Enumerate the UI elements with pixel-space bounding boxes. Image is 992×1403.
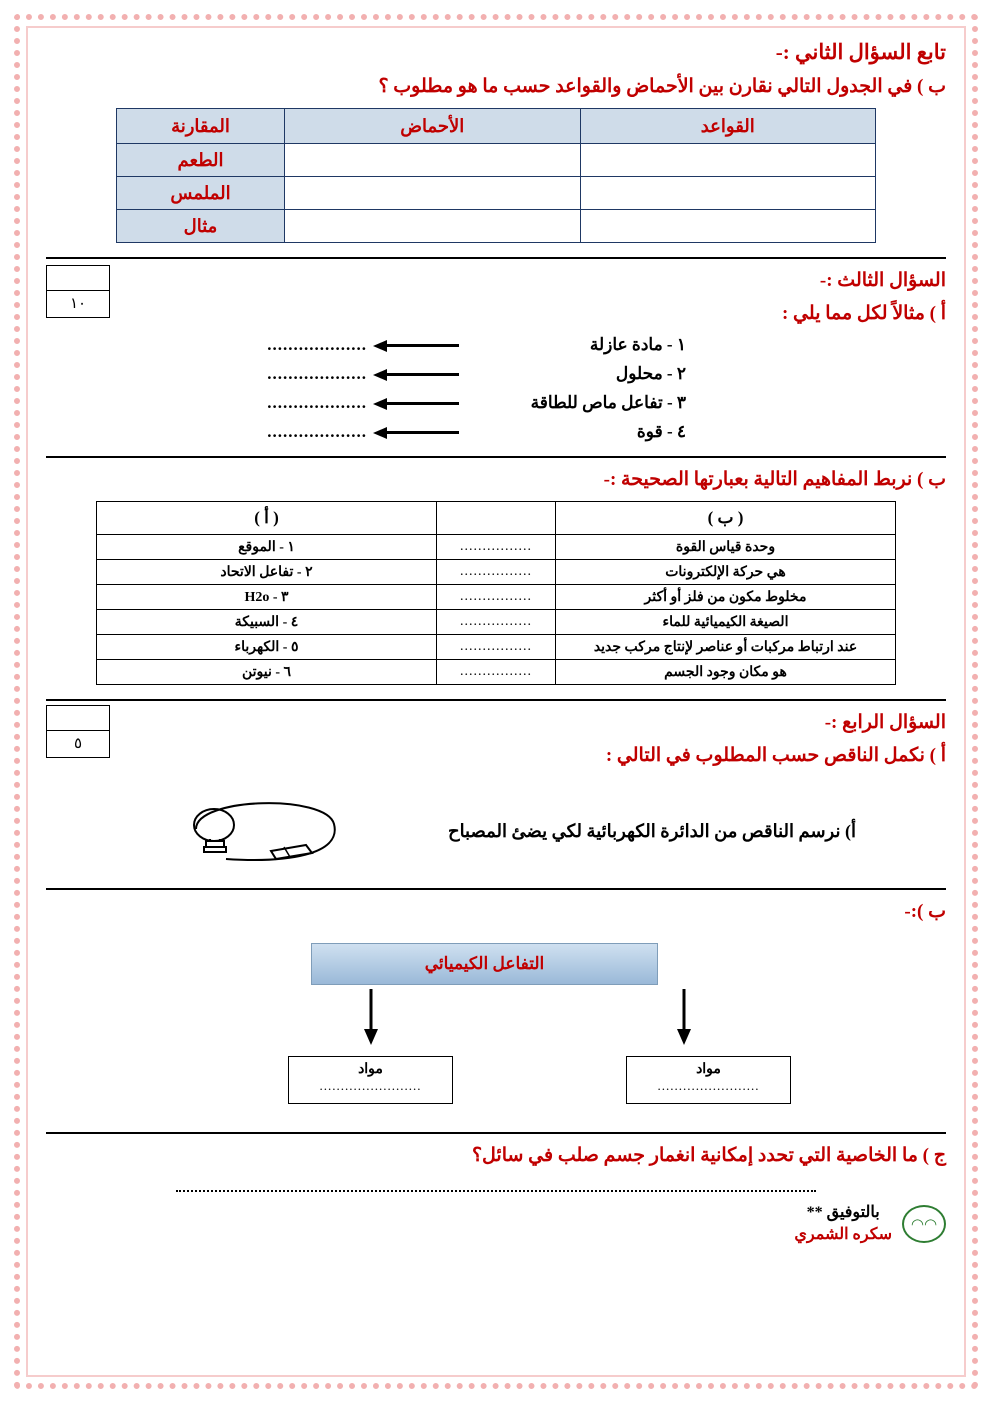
match-right-6: ٦ - نيوتن (97, 660, 437, 685)
right-box-title: مواد (696, 1062, 721, 1077)
match-right-2: ٢ - تفاعل الاتحاد (97, 560, 437, 585)
concept-match-table (96, 501, 896, 685)
section-divider (46, 257, 946, 259)
cell-acids-example[interactable] (285, 210, 581, 243)
match-right-1: ١ - الموقع (97, 535, 437, 560)
column-header-blank (437, 502, 556, 535)
question-3a-items (46, 335, 686, 442)
column-header-bases: القواعد (580, 109, 876, 144)
table-row (97, 560, 896, 585)
footer (46, 1202, 946, 1247)
diagram-connectors (286, 983, 706, 1063)
question-2b-prompt: ب ) في الجدول التالي نقارن بين الأحماض والقواعد حسب ما هو مطلوب ؟ (378, 76, 946, 97)
cell-acids-taste[interactable] (285, 144, 581, 177)
table-row (97, 535, 896, 560)
match-left-3: مخلوط مكون من فلز أو أكثر (556, 585, 896, 610)
list-item (46, 364, 686, 384)
answer-blank[interactable]: ................... (267, 393, 367, 412)
table-row (117, 144, 876, 177)
match-left-2: هي حركة الإلكترونات (556, 560, 896, 585)
table-row (97, 635, 896, 660)
row-label-taste: الطعم (117, 144, 285, 177)
question-3a-prompt: أ ) مثالاً لكل مما يلي : (781, 303, 946, 324)
teacher-name: سكره الشمري (794, 1226, 892, 1244)
column-header-b: ( ب ) (556, 502, 896, 535)
list-item (46, 422, 686, 442)
table-row (117, 177, 876, 210)
circuit-instruction: أ) نرسم الناقص من الدائرة الكهربائية لكي يضئ المصباح (447, 821, 856, 841)
match-left-5: عند ارتباط مركبات أو عناصر لإنتاج مركب جديد (556, 635, 896, 660)
section-divider (46, 699, 946, 701)
page-title: تابع السؤال الثاني :- (775, 40, 946, 64)
table-row (97, 660, 896, 685)
row-label-texture: الملمس (117, 177, 285, 210)
circuit-diagram-image (166, 789, 356, 874)
table-row (97, 585, 896, 610)
match-right-4: ٤ - السبيكة (97, 610, 437, 635)
section-divider (46, 1132, 946, 1134)
match-answer-blank-1[interactable]: ................ (437, 535, 556, 560)
match-answer-blank-6[interactable]: ................ (437, 660, 556, 685)
item-label-solution: ٢ - محلول (615, 364, 686, 383)
match-left-4: الصيغة الكيميائية للماء (556, 610, 896, 635)
match-answer-blank-4[interactable]: ................ (437, 610, 556, 635)
column-header-comparison: المقارنة (117, 109, 285, 144)
item-label-insulator: ١ - مادة عازلة (589, 335, 686, 354)
cell-bases-taste[interactable] (580, 144, 876, 177)
question-3-title: السؤال الثالث :- (819, 270, 946, 291)
score-box-empty-top[interactable] (47, 706, 109, 731)
item-label-endothermic: ٣ - تفاعل ماص للطاقة (530, 393, 686, 412)
list-item (46, 393, 686, 413)
signature-block (794, 1202, 892, 1247)
question-4c-prompt: ج ) ما الخاصية التي تحدد إمكانية انغمار جسم صلب في سائل؟ (471, 1145, 946, 1166)
cell-bases-example[interactable] (580, 210, 876, 243)
section-divider (46, 888, 946, 890)
match-left-1: وحدة قياس القوة (556, 535, 896, 560)
question-4a-prompt: أ ) نكمل الناقص حسب المطلوب في التالي : (605, 745, 946, 766)
left-box-blank[interactable]: ........................ (319, 1078, 422, 1093)
chemical-reaction-diagram (46, 933, 946, 1118)
arrow-icon (373, 340, 459, 350)
cell-acids-texture[interactable] (285, 177, 581, 210)
arrow-icon (373, 398, 459, 408)
smiley-face-icon: ◠◠ (902, 1205, 946, 1243)
row-label-example: مثال (117, 210, 285, 243)
cell-bases-texture[interactable] (580, 177, 876, 210)
right-box-blank[interactable]: ........................ (657, 1078, 760, 1093)
question-3b-prompt: ب ) نربط المفاهيم التالية بعبارتها الصحيحة :- (603, 469, 946, 490)
score-box-question-3[interactable] (46, 265, 110, 318)
answer-dotted-line[interactable] (176, 1189, 816, 1192)
score-box-value: ١٠ (69, 296, 87, 312)
good-luck-text: بالتوفيق ** (806, 1204, 880, 1221)
diagram-top-box: التفاعل الكيميائي (311, 943, 658, 985)
column-header-acids: الأحماض (285, 109, 581, 144)
worksheet-body (46, 40, 946, 1360)
answer-blank[interactable]: ................... (267, 364, 367, 383)
left-box-title: مواد (358, 1062, 383, 1077)
arrow-icon (373, 427, 459, 437)
question-4-title: السؤال الرابع :- (824, 712, 946, 733)
score-box-question-4[interactable] (46, 705, 110, 758)
table-row (97, 610, 896, 635)
table-header-row (97, 502, 896, 535)
score-box-value: ٥ (73, 736, 83, 752)
match-answer-blank-3[interactable]: ................ (437, 585, 556, 610)
column-header-a: ( أ ) (97, 502, 437, 535)
match-right-5: ٥ - الكهرباء (97, 635, 437, 660)
circuit-task-row (46, 789, 946, 874)
answer-blank[interactable]: ................... (267, 335, 367, 354)
match-right-3: ٣ - H2o (97, 585, 437, 610)
answer-blank[interactable]: ................... (267, 422, 367, 441)
section-divider (46, 456, 946, 458)
score-box-empty-top[interactable] (47, 266, 109, 291)
table-header-row (117, 109, 876, 144)
match-answer-blank-2[interactable]: ................ (437, 560, 556, 585)
table-row (117, 210, 876, 243)
match-left-6: هو مكان وجود الجسم (556, 660, 896, 685)
acids-bases-compare-table (116, 108, 876, 243)
diagram-right-box (626, 1056, 791, 1104)
list-item (46, 335, 686, 355)
diagram-left-box (288, 1056, 453, 1104)
match-answer-blank-5[interactable]: ................ (437, 635, 556, 660)
arrow-icon (373, 369, 459, 379)
lamp-circuit-icon (166, 789, 356, 869)
item-label-force: ٤ - قوة (636, 422, 686, 441)
question-4b-label: ب ):- (904, 901, 946, 922)
